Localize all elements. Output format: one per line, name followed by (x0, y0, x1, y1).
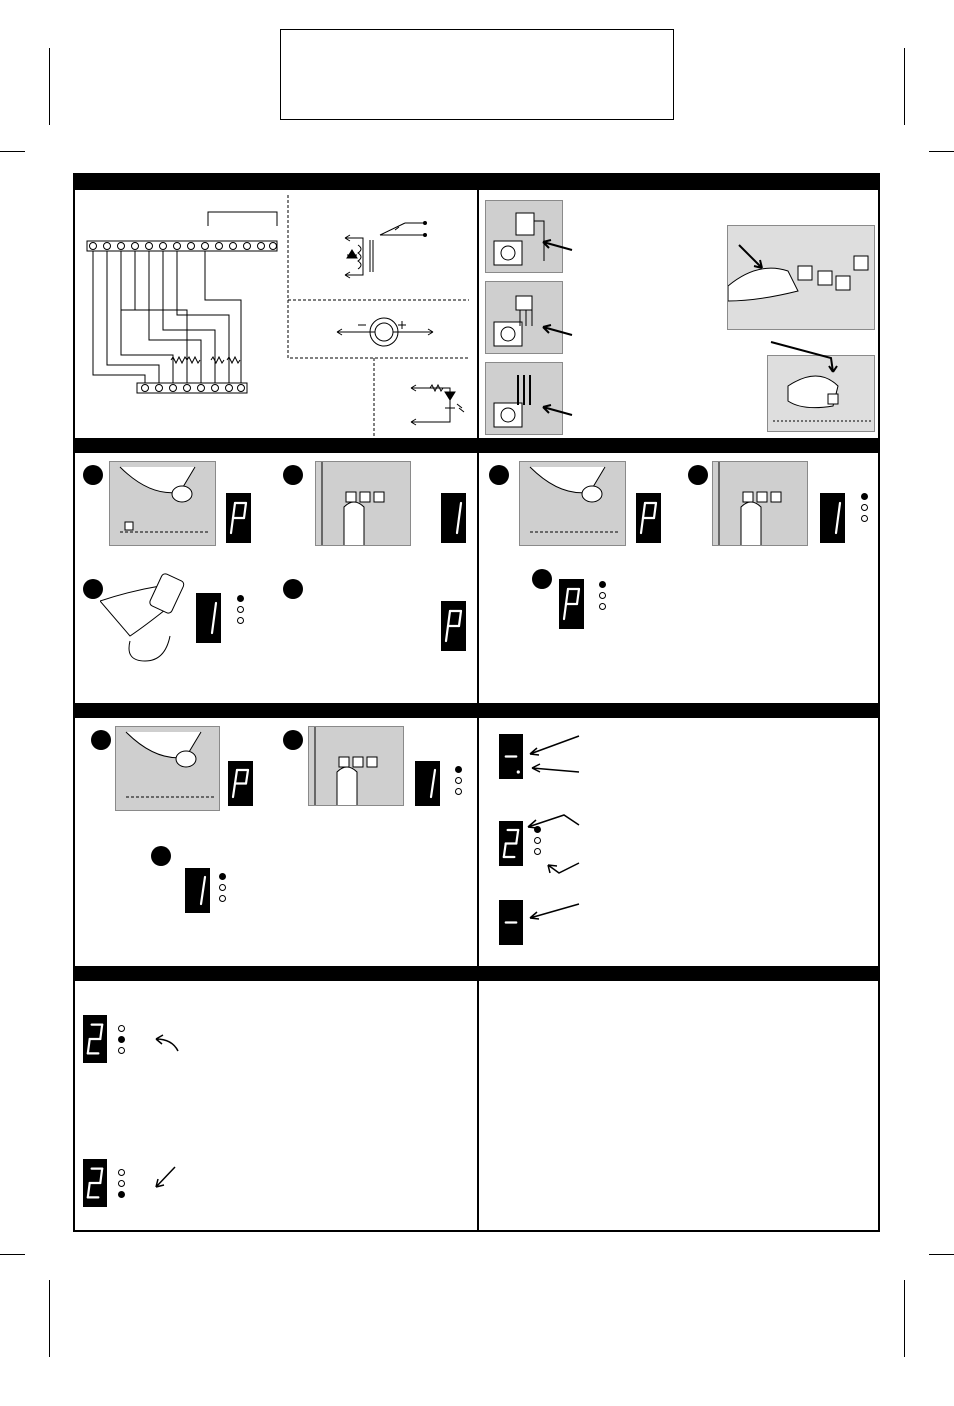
legend-arrow-2 (524, 803, 584, 883)
display-legend-1-glyph (499, 734, 523, 779)
hand-press-button-photo-b1 (519, 461, 626, 546)
segment-b (246, 770, 248, 784)
display-b1 (636, 493, 661, 543)
display-a1-glyph (226, 493, 251, 543)
wiring-diagram (75, 190, 477, 438)
segment-e (641, 518, 643, 533)
segment-e (88, 1183, 90, 1197)
display-state-2 (83, 1159, 107, 1207)
display-b2 (820, 493, 845, 543)
segment-b (203, 877, 205, 891)
led-group-a3 (237, 595, 244, 628)
segment-f (566, 589, 568, 604)
display-legend-2 (499, 821, 523, 866)
led-group-state-1 (118, 1025, 125, 1058)
segment-f (643, 503, 645, 518)
segment-dot (517, 770, 520, 773)
display-state-1 (83, 1015, 107, 1063)
segment-c (212, 618, 214, 633)
program-a-panel (75, 453, 477, 703)
display-c3-glyph (185, 868, 210, 913)
led-group-state-2 (118, 1169, 125, 1202)
display-a2 (441, 493, 466, 543)
crop-mark-top-right-v (904, 48, 905, 125)
crop-mark-bottom-left-h (0, 1254, 25, 1255)
step-bullet-b2 (688, 465, 708, 485)
segment-b (459, 611, 461, 626)
display-a3-glyph (196, 593, 221, 643)
display-c2-glyph (415, 761, 440, 806)
finger-press-photo-a2 (315, 461, 411, 546)
segment-b (214, 603, 216, 618)
led-group-c2 (455, 766, 462, 799)
wiring-diagram-panel (75, 190, 477, 438)
legend-arrow-1 (524, 732, 584, 777)
segment-b (433, 770, 435, 784)
display-c1-glyph (228, 761, 253, 806)
display-states-panel (75, 981, 477, 1230)
segment-b (100, 1025, 102, 1039)
jumper-arrow-2 (537, 315, 577, 345)
display-b3 (559, 579, 584, 629)
jumper-arrow-1 (537, 230, 577, 260)
segment-b (459, 503, 461, 518)
display-c3 (185, 868, 210, 913)
program-c-panel (75, 718, 477, 966)
step-bullet-a2 (283, 465, 303, 485)
crop-mark-bottom-left-v (49, 1280, 50, 1357)
display-c2 (415, 761, 440, 806)
hand-press-button-photo-c1 (115, 726, 220, 811)
display-legend-2-glyph (499, 821, 523, 866)
jumper-panel (479, 190, 878, 438)
hand-press-button-photo-a1 (109, 461, 216, 546)
segment-e (564, 604, 566, 619)
display-a4-glyph (441, 601, 466, 651)
segment-e (88, 1039, 90, 1053)
segment-b (516, 830, 518, 844)
display-legend-3-glyph (499, 900, 523, 945)
finger-press-photo-b2 (712, 461, 808, 546)
step-bullet-b1 (489, 465, 509, 485)
hand-remote-illustration (100, 571, 195, 666)
led-group-c3 (219, 873, 226, 906)
step-bullet-c2 (283, 730, 303, 750)
jumper-arrow-3 (537, 395, 577, 425)
segment-e (446, 626, 448, 641)
segment-c (201, 891, 203, 905)
program-b-panel (479, 453, 878, 703)
display-state-1-glyph (83, 1015, 107, 1063)
title-box (280, 29, 674, 120)
display-legend-panel (479, 718, 878, 966)
segment-f (235, 770, 237, 784)
step-bullet-c1 (91, 730, 111, 750)
crop-mark-top-right-h (929, 151, 954, 152)
display-b1-glyph (636, 493, 661, 543)
display-legend-3 (499, 900, 523, 945)
step-bullet-a1 (83, 465, 103, 485)
segment-b (244, 503, 246, 518)
segment-c (836, 518, 838, 533)
segment-b (654, 503, 656, 518)
display-c1 (228, 761, 253, 806)
legend-arrow-3 (524, 898, 584, 928)
display-b2-glyph (820, 493, 845, 543)
crop-mark-bottom-right-h (929, 1254, 954, 1255)
finger-press-photo-c2 (308, 726, 404, 806)
state-arrow-2 (150, 1161, 185, 1196)
state-arrow-1 (150, 1031, 185, 1056)
display-a2-glyph (441, 493, 466, 543)
terminal-arrow (734, 240, 769, 275)
display-a4 (441, 601, 466, 651)
segment-f (448, 611, 450, 626)
segment-b (838, 503, 840, 518)
segment-b (100, 1169, 102, 1183)
segment-e (504, 844, 506, 858)
step-bullet-a4 (283, 579, 303, 599)
crop-mark-bottom-right-v (904, 1280, 905, 1357)
instruction-sheet (73, 173, 880, 1232)
notes-panel (479, 981, 878, 1230)
segment-e (231, 518, 233, 533)
step-bullet-c3 (151, 846, 171, 866)
display-legend-1 (499, 734, 523, 779)
jumper-pin-arrow (769, 338, 839, 378)
display-b3-glyph (559, 579, 584, 629)
display-state-2-glyph (83, 1159, 107, 1207)
display-a3 (196, 593, 221, 643)
display-a1 (226, 493, 251, 543)
segment-c (457, 518, 459, 533)
segment-b (577, 589, 579, 604)
led-group-b2 (861, 493, 868, 526)
step-bullet-b3 (532, 569, 552, 589)
crop-mark-top-left-h (0, 151, 25, 152)
segment-c (431, 784, 433, 798)
segment-e (233, 784, 235, 798)
crop-mark-top-left-v (49, 48, 50, 125)
segment-f (233, 503, 235, 518)
led-group-b3 (599, 581, 606, 614)
